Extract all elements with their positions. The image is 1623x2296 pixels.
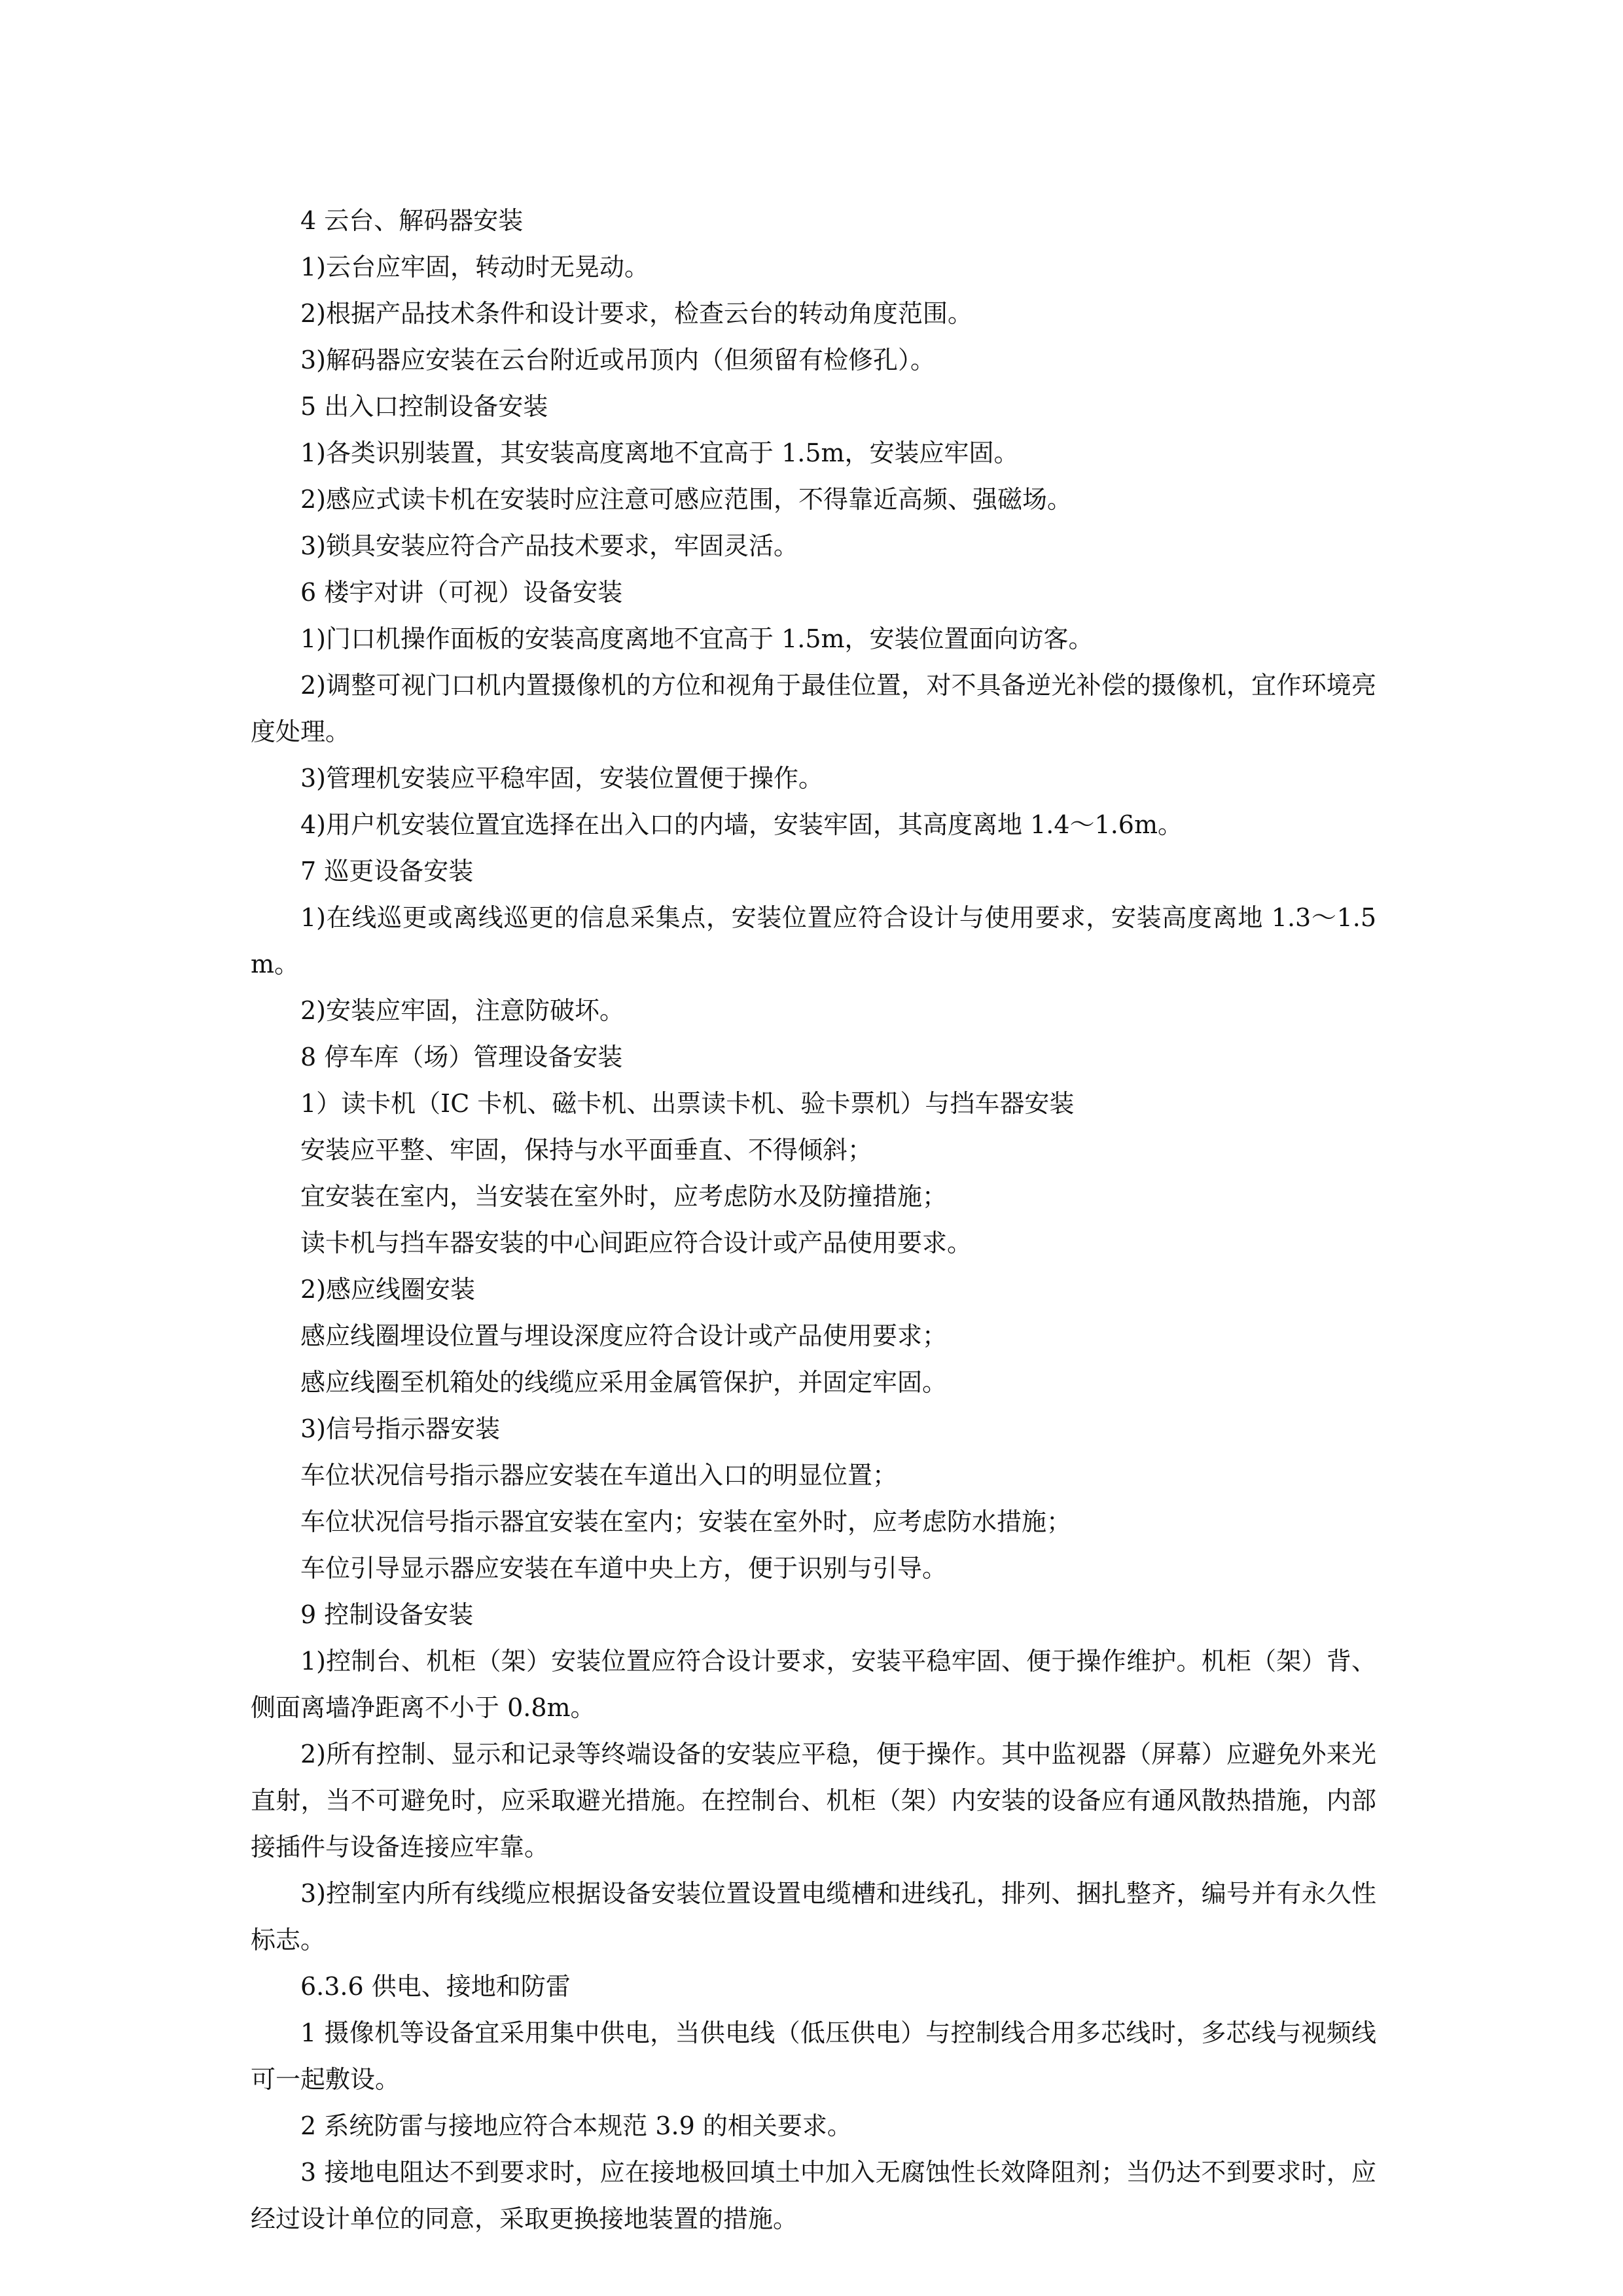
paragraph: 5 出入口控制设备安装	[300, 392, 548, 421]
document-body	[251, 198, 1376, 2242]
paragraph: 6 楼宇对讲（可视）设备安装	[300, 578, 623, 607]
paragraph: 车位引导显示器应安装在车道中央上方，便于识别与引导。	[300, 1554, 948, 1583]
paragraph: 宜安装在室内，当安装在室外时，应考虑防水及防撞措施；	[300, 1182, 948, 1211]
paragraph: 1 摄像机等设备宜采用集中供电，当供电线（低压供电）与控制线合用多芯线时，多芯线与视频线可一起敷设。	[251, 2018, 1376, 2094]
paragraph: 安装应平整、牢固，保持与水平面垂直、不得倾斜；	[300, 1136, 873, 1164]
paragraph: 2)调整可视门口机内置摄像机的方位和视角于最佳位置，对不具备逆光补偿的摄像机，宜作环境亮度处理。	[251, 671, 1376, 746]
paragraph: 1)门口机操作面板的安装高度离地不宜高于 1.5m，安装位置面向访客。	[300, 624, 1094, 653]
paragraph: 3 接地电阻达不到要求时，应在接地极回填土中加入无腐蚀性长效降阻剂；当仍达不到要求时，应经过设计单位的同意，采取更换接地装置的措施。	[251, 2158, 1376, 2233]
paragraph: 3)控制室内所有线缆应根据设备安装位置设置电缆槽和进线孔，排列、捆扎整齐，编号并有永久性标志。	[251, 1879, 1376, 1954]
paragraph: 2)根据产品技术条件和设计要求，检查云台的转动角度范围。	[300, 299, 973, 328]
paragraph: 感应线圈埋设位置与埋设深度应符合设计或产品使用要求；	[300, 1321, 948, 1350]
paragraph: 2)所有控制、显示和记录等终端设备的安装应平稳，便于操作。其中监视器（屏幕）应避免外来光直射，当不可避免时，应采取避光措施。在控制台、机柜（架）内安装的设备应有通风散热措施，内部接插件与设备连接应牢靠。	[251, 1740, 1376, 1861]
paragraph: 3)解码器应安装在云台附近或吊顶内（但须留有检修孔）。	[300, 346, 936, 374]
paragraph: 4 云台、解码器安装	[300, 206, 524, 235]
paragraph: 9 控制设备安装	[300, 1600, 474, 1629]
paragraph: 3)锁具安装应符合产品技术要求，牢固灵活。	[300, 531, 799, 560]
paragraph: 2)感应线圈安装	[300, 1275, 476, 1304]
paragraph: 2 系统防雷与接地应符合本规范 3.9 的相关要求。	[300, 2111, 852, 2140]
paragraph: 1)在线巡更或离线巡更的信息采集点，安装位置应符合设计与使用要求，安装高度离地 1.3～1.5m。	[251, 903, 1376, 978]
paragraph: 1）读卡机（IC 卡机、磁卡机、出票读卡机、验卡票机）与挡车器安装	[300, 1089, 1075, 1118]
paragraph: 6.3.6 供电、接地和防雷	[300, 1972, 571, 2001]
paragraph: 1)控制台、机柜（架）安装位置应符合设计要求，安装平稳牢固、便于操作维护。机柜（架）背、侧面离墙净距离不小于 0.8m。	[251, 1647, 1376, 1722]
paragraph: 2)安装应牢固，注意防破坏。	[300, 996, 625, 1025]
paragraph: 2)感应式读卡机在安装时应注意可感应范围，不得靠近高频、强磁场。	[300, 485, 1073, 514]
paragraph: 车位状况信号指示器应安装在车道出入口的明显位置；	[300, 1461, 898, 1490]
paragraph: 3)信号指示器安装	[300, 1414, 501, 1443]
paragraph: 读卡机与挡车器安装的中心间距应符合设计或产品使用要求。	[300, 1229, 972, 1257]
paragraph: 8 停车库（场）管理设备安装	[300, 1043, 623, 1071]
paragraph: 1)云台应牢固，转动时无晃动。	[300, 253, 650, 281]
paragraph: 3)管理机安装应平稳牢固，安装位置便于操作。	[300, 764, 824, 793]
paragraph: 车位状况信号指示器宜安装在室内；安装在室外时，应考虑防水措施；	[300, 1507, 1072, 1536]
paragraph: 7 巡更设备安装	[300, 857, 474, 886]
paragraph: 1)各类识别装置，其安装高度离地不宜高于 1.5m，安装应牢固。	[300, 439, 1019, 467]
paragraph: 4)用户机安装位置宜选择在出入口的内墙，安装牢固，其高度离地 1.4～1.6m。	[300, 810, 1183, 839]
paragraph: 感应线圈至机箱处的线缆应采用金属管保护，并固定牢固。	[300, 1368, 948, 1397]
